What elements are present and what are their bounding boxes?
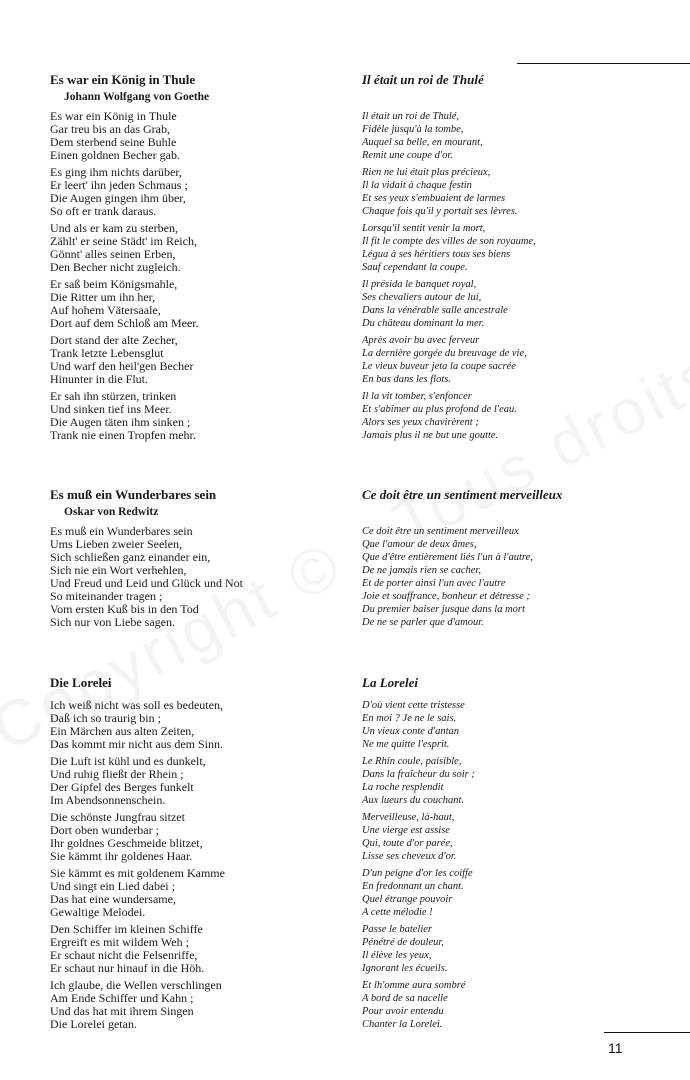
poem-line: Die Ritter um ihn her,	[50, 290, 156, 304]
poem-line: Und ruhig fließt der Rhein ;	[50, 767, 184, 781]
poem-line: Chaque fois qu'il y portait ses lèvres.	[362, 206, 518, 217]
german-text	[50, 110, 340, 442]
poem-line: Pénétré de douleur,	[362, 937, 444, 948]
stanza	[50, 390, 340, 442]
poem-line: En fredonnant un chant.	[362, 881, 464, 892]
french-title: Ce doit être un sentiment merveilleux	[362, 487, 563, 502]
poem-line: Joie et souffrance, bonheur et détresse ;	[362, 591, 530, 602]
poem-line: Que l'amour de deux âmes,	[362, 539, 477, 550]
poem-line: Ich weiß nicht was soll es bedeuten,	[50, 698, 223, 712]
poem-line: Passe le batelier	[362, 924, 432, 935]
german-title: Die Lorelei	[50, 675, 112, 690]
stanza	[362, 867, 682, 919]
poem-line: La dernière gorgée du breuvage de vie,	[362, 348, 527, 359]
poem-line: Er saß beim Königsmahle,	[50, 277, 178, 291]
poem-line: Es ging ihm nichts darüber,	[50, 165, 182, 179]
poem-line: Einen goldnen Becher gab.	[50, 148, 180, 162]
poem-line: A bord de sa nacelle	[362, 993, 448, 1004]
poem-line: Jamais plus il ne but une goutte.	[362, 430, 499, 441]
poem-line: Daß ich so traurig bin ;	[50, 711, 161, 725]
french-column	[362, 675, 682, 1031]
poem-line: Et ses yeux s'embuaient de larmes	[362, 193, 506, 204]
poem-line: Das hat eine wundersame,	[50, 892, 176, 906]
bottom-rule	[604, 1032, 690, 1033]
poem-line: Gewaltige Melodei.	[50, 905, 146, 919]
poem-line: Ignorant les écueils.	[362, 963, 448, 974]
poem-line: Zählt' er seine Städt' im Reich,	[50, 234, 197, 248]
poem-line: Une vierge est assise	[362, 825, 450, 836]
poem-line: Hinunter in die Flut.	[50, 372, 148, 386]
poem-line: Dort oben wunderbar ;	[50, 823, 159, 837]
poem-line: Vom ersten Kuß bis in den Tod	[50, 602, 199, 616]
poem-line: Auquel sa belle, en mourant,	[362, 137, 483, 148]
poem-line: Ergreift es mit wildem Weh ;	[50, 935, 189, 949]
poem-line: Sie kämmt ihr goldenes Haar.	[50, 849, 193, 863]
poem-line: Du château dominant la mer.	[362, 318, 485, 329]
poem-line: Après avoir bu avec ferveur	[362, 335, 480, 346]
poem-line: Le vieux buveur jeta la coupe sacrée	[362, 361, 516, 372]
stanza	[362, 525, 682, 629]
poem-line: Et lh'omme aura sombré	[362, 980, 466, 991]
poem-line: D'un peigne d'or les coiffe	[362, 868, 473, 879]
stanza	[50, 525, 340, 629]
poem-line: Lorsqu'il sentit venir la mort,	[362, 223, 486, 234]
poem-line: Un vieux conte d'antan	[362, 726, 460, 737]
poem-line: So miteinander tragen ;	[50, 589, 163, 603]
poem-line: Dans la fraîcheur du soir ;	[362, 769, 475, 780]
french-text	[362, 110, 682, 442]
poem-line: Und sinken tief ins Meer.	[50, 402, 172, 416]
stanza	[362, 222, 682, 274]
stanza	[50, 222, 340, 274]
stanza	[50, 755, 340, 807]
poem-line: Und singt ein Lied dabei ;	[50, 879, 175, 893]
stanza	[362, 334, 682, 386]
poem-line: Er schaut nicht die Felsenriffe,	[50, 948, 198, 962]
poem-line: Gar treu bis an das Grab,	[50, 122, 170, 136]
poem-line: Il présida le banquet royal,	[362, 279, 477, 290]
poem-line: Il la vit tomber, s'enfoncer	[362, 391, 472, 402]
poem-line: Sich nur von Liebe sagen.	[50, 615, 175, 629]
poem-line: Ce doit être un sentiment merveilleux	[362, 526, 519, 537]
stanza	[50, 923, 340, 975]
poem-line: Er leert' ihn jeden Schmaus ;	[50, 178, 188, 192]
poem-line: Und Freud und Leid und Glück und Not	[50, 576, 243, 590]
german-title: Es war ein König in Thule	[50, 72, 196, 87]
poem-line: Den Becher nicht zugleich.	[50, 260, 181, 274]
poem-line: Rien ne lui était plus précieux,	[362, 167, 491, 178]
french-text	[362, 699, 682, 1031]
poem-line: Qui, toute d'or parée,	[362, 838, 453, 849]
poem-line: Ich glaube, die Wellen verschlingen	[50, 978, 222, 992]
stanza	[50, 979, 340, 1031]
poem-line: Ein Märchen aus alten Zeiten,	[50, 724, 195, 738]
poem-line: Trank nie einen Tropfen mehr.	[50, 428, 196, 442]
poem-line: Die Augen gingen ihm über,	[50, 191, 186, 205]
poem-line: En moi ? Je ne le sais.	[362, 713, 457, 724]
poem-line: Légua à ses héritiers tous ses biens	[362, 249, 511, 260]
poem-line: Der Gipfel des Berges funkelt	[50, 780, 194, 794]
poem-line: Le Rhin coule, paisible,	[362, 756, 462, 767]
french-text	[362, 525, 682, 629]
poem-line: Dort auf dem Schloß am Meer.	[50, 316, 199, 330]
stanza	[50, 334, 340, 386]
poem-line: Sich nie ein Wort verhehlen,	[50, 563, 187, 577]
poem-line: Dort stand der alte Zecher,	[50, 333, 178, 347]
poem-line: Dans la vénérable salle ancestrale	[362, 305, 508, 316]
poem-line: Den Schiffer im kleinen Schiffe	[50, 922, 203, 936]
stanza	[362, 755, 682, 807]
poem-author: Johann Wolfgang von Goethe	[64, 91, 210, 103]
poem-line: Ne me quitte l'esprit.	[362, 739, 450, 750]
poem-line: So oft er trank daraus.	[50, 204, 157, 218]
poem-line: Chanter la Lorelei.	[362, 1019, 443, 1030]
stanza	[50, 110, 340, 162]
page-number: 11	[608, 1040, 623, 1056]
stanza	[50, 699, 340, 751]
stanza	[362, 166, 682, 218]
poem-line: En bas dans les flots.	[362, 374, 451, 385]
poem-line: Que d'être entièrement liés l'un à l'autre,	[362, 552, 533, 563]
poem-line: Lisse ses cheveux d'or.	[362, 851, 457, 862]
stanza	[362, 923, 682, 975]
poem-line: Alors ses yeux chavirèrent ;	[362, 417, 479, 428]
poem-line: Dem sterbend seine Buhle	[50, 135, 177, 149]
poem-author: Oskar von Redwitz	[64, 506, 159, 518]
stanza	[362, 390, 682, 442]
poem-line: De ne jamais rien se cacher,	[362, 565, 481, 576]
poem-line: Die Lorelei getan.	[50, 1017, 137, 1031]
poem-line: Die Augen täten ihm sinken ;	[50, 415, 191, 429]
french-title: Il était un roi de Thulé	[362, 72, 484, 87]
poem-line: Quel étrange pouvoir	[362, 894, 453, 905]
poem-line: Trank letzte Lebensglut	[50, 346, 164, 360]
poem-line: Il était un roi de Thulé,	[362, 111, 460, 122]
stanza	[362, 278, 682, 330]
german-text	[50, 525, 340, 629]
german-column	[50, 675, 340, 1031]
poem-line: D'où vient cette tristesse	[362, 700, 465, 711]
poem-line: Das kommt mir nicht aus dem Sinn.	[50, 737, 223, 751]
french-title: La Lorelei	[362, 675, 418, 690]
poem-line: Es war ein König in Thule	[50, 109, 177, 123]
poem-line: Aux lueurs du couchant.	[362, 795, 465, 806]
poem-line: Auf hohem Vätersaale,	[50, 303, 161, 317]
poem-line: Remit une coupe d'or.	[362, 150, 453, 161]
poem-line: Et s'abîmer au plus profond de l'eau.	[362, 404, 517, 415]
poem-line: Sie kämmt es mit goldenem Kamme	[50, 866, 225, 880]
poem-line: Ums Lieben zweier Seelen,	[50, 537, 182, 551]
stanza	[50, 166, 340, 218]
stanza	[50, 278, 340, 330]
german-text	[50, 699, 340, 1031]
poem-line: Fidèle jusqu'à la tombe,	[362, 124, 464, 135]
poem-line: Am Ende Schiffer und Kahn ;	[50, 991, 194, 1005]
stanza	[50, 867, 340, 919]
poem-line: Sauf cependant la coupe.	[362, 262, 468, 273]
stanza	[362, 811, 682, 863]
poem-line: Il fit le compte des villes de son royaume,	[362, 236, 536, 247]
poem-line: De ne se parler que d'amour.	[362, 617, 484, 628]
poem-line: Ses chevaliers autour de lui,	[362, 292, 482, 303]
stanza	[362, 110, 682, 162]
french-column	[362, 487, 682, 629]
german-column	[50, 72, 340, 442]
poem-line: Gönnt' alles seinen Erben,	[50, 247, 176, 261]
poem-line: Il la vidait à chaque festin	[362, 180, 472, 191]
german-column	[50, 487, 340, 629]
stanza	[362, 979, 682, 1031]
stanza	[50, 811, 340, 863]
poem-line: Merveilleuse, là-haut,	[362, 812, 455, 823]
poem-line: Und warf den heil'gen Becher	[50, 359, 194, 373]
poem-line: A cette mélodie !	[362, 907, 433, 918]
german-title: Es muß ein Wunderbares sein	[50, 487, 217, 502]
poem-line: Ihr goldnes Geschmeide blitzet,	[50, 836, 203, 850]
poem-line: Die Luft ist kühl und es dunkelt,	[50, 754, 206, 768]
poem-line: Er schaut nur hinauf in die Höh.	[50, 961, 205, 975]
poem-line: Du premier baiser jusque dans la mort	[362, 604, 525, 615]
poem-line: Er sah ihn stürzen, trinken	[50, 389, 177, 403]
poem-line: Im Abendsonnenschein.	[50, 793, 166, 807]
poem-line: Es muß ein Wunderbares sein	[50, 524, 193, 538]
poem-line: Et de porter ainsi l'un avec l'autre	[362, 578, 506, 589]
poem-line: Sich schließen ganz einander ein,	[50, 550, 211, 564]
french-column	[362, 72, 682, 442]
top-rule	[517, 63, 690, 64]
poem-line: Und das hat mit ihrem Singen	[50, 1004, 194, 1018]
poem-line: Pour avoir entendu	[362, 1006, 444, 1017]
poem-line: La roche resplendit	[362, 782, 444, 793]
poem-line: Die schönste Jungfrau sitzet	[50, 810, 185, 824]
poem-line: Il élève les yeux,	[362, 950, 432, 961]
poem-line: Und als er kam zu sterben,	[50, 221, 178, 235]
stanza	[362, 699, 682, 751]
